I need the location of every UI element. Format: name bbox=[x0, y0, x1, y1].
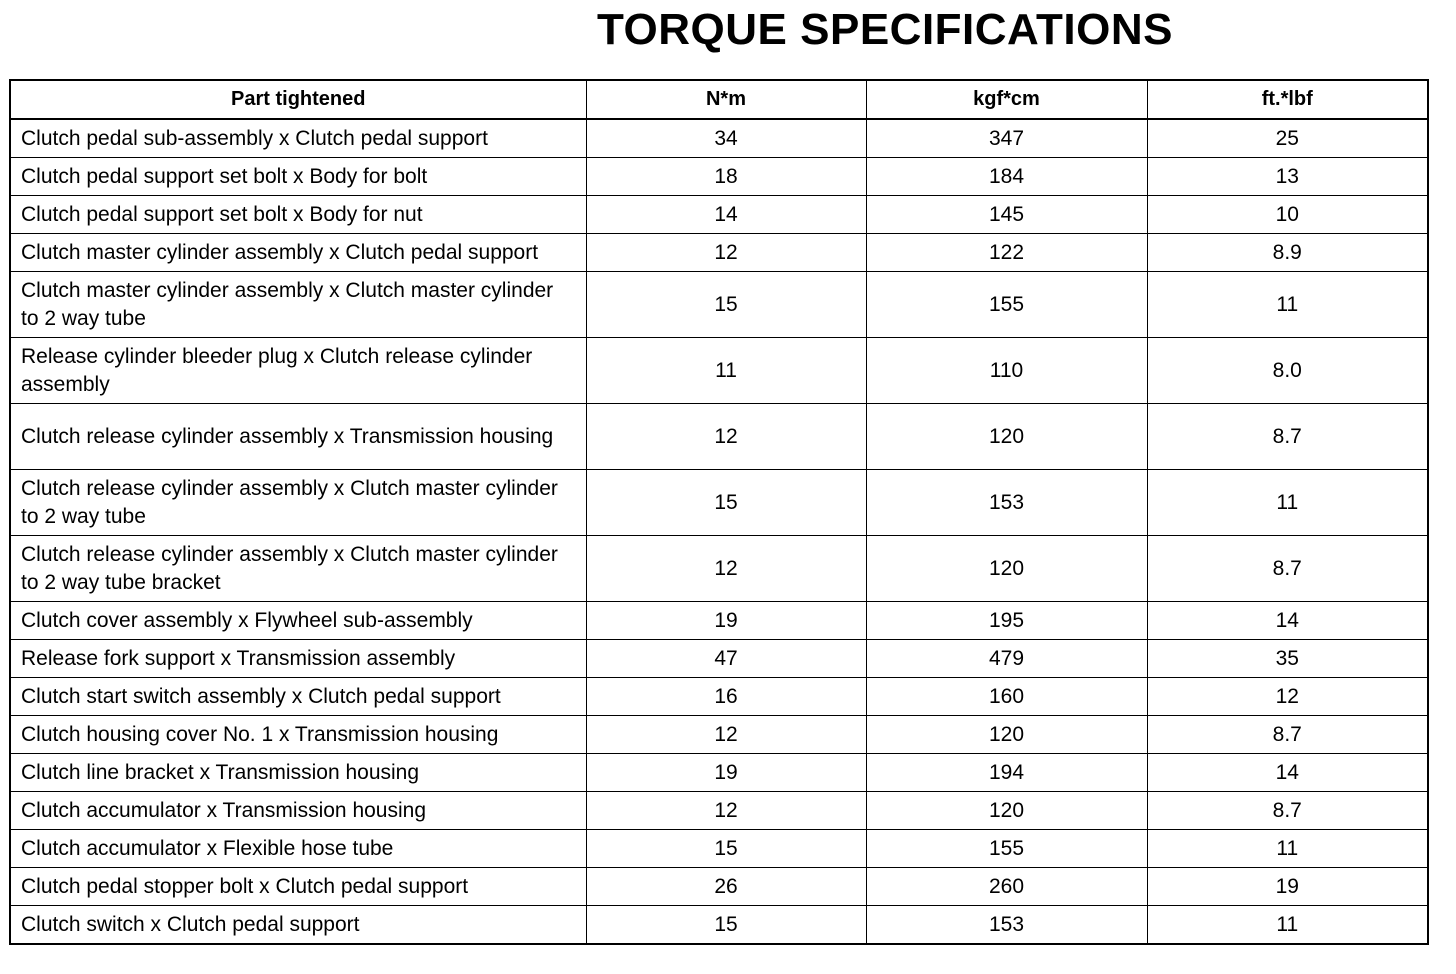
cell-nm: 12 bbox=[586, 404, 866, 470]
cell-ftlbf: 14 bbox=[1147, 754, 1428, 792]
cell-part: Clutch pedal sub-assembly x Clutch pedal support bbox=[10, 119, 586, 158]
cell-nm: 15 bbox=[586, 272, 866, 338]
cell-kgfcm: 347 bbox=[866, 119, 1147, 158]
header-ftlbf: ft.*lbf bbox=[1147, 80, 1428, 119]
cell-kgfcm: 122 bbox=[866, 234, 1147, 272]
table-row bbox=[10, 272, 1428, 338]
cell-nm: 26 bbox=[586, 868, 866, 906]
table-row bbox=[10, 602, 1428, 640]
cell-part: Clutch pedal stopper bolt x Clutch pedal support bbox=[10, 868, 586, 906]
cell-ftlbf: 25 bbox=[1147, 119, 1428, 158]
cell-part: Clutch pedal support set bolt x Body for bolt bbox=[10, 158, 586, 196]
cell-kgfcm: 155 bbox=[866, 830, 1147, 868]
cell-kgfcm: 110 bbox=[866, 338, 1147, 404]
cell-kgfcm: 153 bbox=[866, 906, 1147, 945]
table-row bbox=[10, 716, 1428, 754]
cell-kgfcm: 184 bbox=[866, 158, 1147, 196]
cell-part: Release cylinder bleeder plug x Clutch release cylinder assembly bbox=[10, 338, 586, 404]
cell-kgfcm: 145 bbox=[866, 196, 1147, 234]
cell-ftlbf: 12 bbox=[1147, 678, 1428, 716]
cell-ftlbf: 13 bbox=[1147, 158, 1428, 196]
cell-nm: 15 bbox=[586, 470, 866, 536]
cell-kgfcm: 153 bbox=[866, 470, 1147, 536]
table-row bbox=[10, 536, 1428, 602]
cell-part: Clutch release cylinder assembly x Clutch master cylinder to 2 way tube bracket bbox=[10, 536, 586, 602]
table-row bbox=[10, 906, 1428, 945]
cell-part: Clutch line bracket x Transmission housing bbox=[10, 754, 586, 792]
cell-nm: 15 bbox=[586, 830, 866, 868]
table-row bbox=[10, 404, 1428, 470]
cell-ftlbf: 10 bbox=[1147, 196, 1428, 234]
cell-part: Clutch master cylinder assembly x Clutch pedal support bbox=[10, 234, 586, 272]
table-header-row bbox=[10, 80, 1428, 119]
cell-nm: 47 bbox=[586, 640, 866, 678]
cell-kgfcm: 479 bbox=[866, 640, 1147, 678]
header-kgfcm: kgf*cm bbox=[866, 80, 1147, 119]
cell-nm: 19 bbox=[586, 602, 866, 640]
table-row bbox=[10, 119, 1428, 158]
table-row bbox=[10, 196, 1428, 234]
cell-ftlbf: 11 bbox=[1147, 272, 1428, 338]
cell-ftlbf: 8.7 bbox=[1147, 404, 1428, 470]
cell-ftlbf: 11 bbox=[1147, 470, 1428, 536]
cell-part: Clutch housing cover No. 1 x Transmission housing bbox=[10, 716, 586, 754]
cell-nm: 12 bbox=[586, 716, 866, 754]
cell-ftlbf: 11 bbox=[1147, 830, 1428, 868]
table-row bbox=[10, 792, 1428, 830]
cell-nm: 12 bbox=[586, 234, 866, 272]
cell-kgfcm: 160 bbox=[866, 678, 1147, 716]
cell-part: Clutch release cylinder assembly x Transmission housing bbox=[10, 404, 586, 470]
cell-ftlbf: 14 bbox=[1147, 602, 1428, 640]
cell-part: Clutch cover assembly x Flywheel sub-assembly bbox=[10, 602, 586, 640]
cell-kgfcm: 120 bbox=[866, 792, 1147, 830]
cell-nm: 14 bbox=[586, 196, 866, 234]
cell-ftlbf: 8.0 bbox=[1147, 338, 1428, 404]
cell-kgfcm: 155 bbox=[866, 272, 1147, 338]
table-row bbox=[10, 234, 1428, 272]
cell-part: Clutch accumulator x Transmission housing bbox=[10, 792, 586, 830]
cell-kgfcm: 120 bbox=[866, 404, 1147, 470]
cell-kgfcm: 195 bbox=[866, 602, 1147, 640]
cell-part: Clutch pedal support set bolt x Body for nut bbox=[10, 196, 586, 234]
cell-nm: 19 bbox=[586, 754, 866, 792]
cell-ftlbf: 35 bbox=[1147, 640, 1428, 678]
cell-part: Clutch start switch assembly x Clutch pedal support bbox=[10, 678, 586, 716]
cell-nm: 18 bbox=[586, 158, 866, 196]
cell-kgfcm: 260 bbox=[866, 868, 1147, 906]
cell-ftlbf: 8.7 bbox=[1147, 792, 1428, 830]
cell-nm: 11 bbox=[586, 338, 866, 404]
torque-spec-table bbox=[9, 79, 1429, 945]
cell-nm: 34 bbox=[586, 119, 866, 158]
cell-ftlbf: 11 bbox=[1147, 906, 1428, 945]
table-row bbox=[10, 338, 1428, 404]
table-row bbox=[10, 158, 1428, 196]
page-title: TORQUE SPECIFICATIONS bbox=[596, 5, 1174, 54]
cell-part: Clutch release cylinder assembly x Clutch master cylinder to 2 way tube bbox=[10, 470, 586, 536]
table-row bbox=[10, 470, 1428, 536]
table-row bbox=[10, 830, 1428, 868]
cell-kgfcm: 120 bbox=[866, 716, 1147, 754]
cell-nm: 12 bbox=[586, 536, 866, 602]
cell-ftlbf: 8.9 bbox=[1147, 234, 1428, 272]
table-row bbox=[10, 754, 1428, 792]
cell-ftlbf: 8.7 bbox=[1147, 716, 1428, 754]
cell-kgfcm: 194 bbox=[866, 754, 1147, 792]
cell-part: Clutch master cylinder assembly x Clutch master cylinder to 2 way tube bbox=[10, 272, 586, 338]
cell-ftlbf: 19 bbox=[1147, 868, 1428, 906]
cell-ftlbf: 8.7 bbox=[1147, 536, 1428, 602]
table-row bbox=[10, 678, 1428, 716]
header-nm: N*m bbox=[586, 80, 866, 119]
cell-part: Clutch switch x Clutch pedal support bbox=[10, 906, 586, 945]
cell-part: Release fork support x Transmission assembly bbox=[10, 640, 586, 678]
cell-nm: 16 bbox=[586, 678, 866, 716]
header-part-tightened: Part tightened bbox=[10, 80, 586, 119]
cell-nm: 12 bbox=[586, 792, 866, 830]
cell-part: Clutch accumulator x Flexible hose tube bbox=[10, 830, 586, 868]
table-row bbox=[10, 640, 1428, 678]
cell-kgfcm: 120 bbox=[866, 536, 1147, 602]
cell-nm: 15 bbox=[586, 906, 866, 945]
table-row bbox=[10, 868, 1428, 906]
